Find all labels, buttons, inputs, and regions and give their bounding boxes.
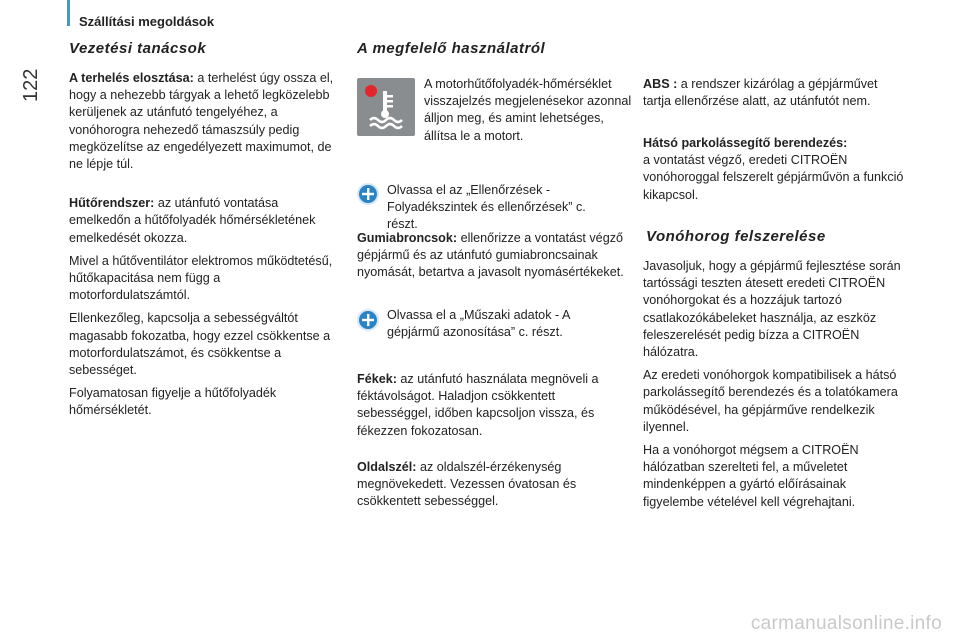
cooling-label: Hűtőrendszer: — [69, 196, 155, 211]
towbar-recommendation-paragraph: Javasoljuk, hogy a gépjármű fejlesztése során tartóssági teszten átesett eredeti CITROËN vonóhorgokat és a hozzájuk tartozó csatlakozókábeleket használja, az eszköz feleszerelését pedig bízza a CITROËN hálózatra. — [643, 259, 901, 360]
towbar-fitting-paragraph: Ha a vonóhorgot mégsem a CITROËN hálózatban szerelteti fel, a műveletet mindenképpen a gyártó előírásainak figyelembe vételével kell végrehajtani. — [643, 443, 859, 509]
reference-checks-text: Olvassa el az „Ellenőrzések - Folyadékszintek és ellenőrzések” c. részt. — [387, 183, 586, 232]
tyres-paragraph — [357, 230, 632, 282]
coolant-warning-text: A motorhűtőfolyadék-hőmérséklet visszajelzés megjelenésekor azonnal álljon meg, és amint lehetséges, állítsa le a motort. — [424, 77, 632, 143]
crosswind-label: Oldalszél: — [357, 460, 417, 474]
cooling-paragraph — [69, 195, 341, 247]
crosswind-text: az oldalszél-érzékenység megnövekedett. Vezessen óvatosan és csökkentett sebességgel. — [357, 460, 577, 509]
parking-assist-label-text: Hátsó parkolássegítő berendezés: — [643, 136, 848, 150]
monitor-paragraph: Folyamatosan figyelje a hűtőfolyadék hőmérsékletét. — [69, 386, 277, 418]
brakes-text: az utánfutó használata megnöveli a féktávolságot. Haladjon csökkentett sebességgel, időben kapcsoljon vissza, és fékezzen fokozatosan. — [357, 372, 599, 438]
section-header: Szállítási megoldások — [79, 14, 215, 29]
info-plus-icon — [357, 183, 379, 205]
load-distribution-label: A terhelés elosztása: — [69, 71, 194, 85]
col2-title: A megfelelő használatról — [357, 40, 546, 57]
abs-paragraph — [643, 76, 905, 110]
cooling-text: az utánfutó vontatása emelkedőn a hűtőfolyadék hőmérsékletének emelkedését okozza. — [69, 196, 316, 245]
reference-technical-text: Olvassa el a „Műszaki adatok - A gépjármű azonosítása” c. részt. — [387, 308, 570, 340]
parking-assist-label — [643, 135, 905, 152]
towbar-compatibility-paragraph: Az eredeti vonóhorgok kompatibilisek a hátsó parkolássegítő berendezés és a tolatókamera működésével, ha gépjárműve rendelkezik ilyennel. — [643, 368, 898, 434]
load-distribution-paragraph — [69, 70, 341, 173]
section-accent-bar — [67, 0, 70, 26]
abs-label: ABS : — [643, 77, 678, 91]
gear-paragraph: Ellenkezőleg, kapcsolja a sebességváltót magasabb fokozatba, hogy ezzel csökkentse a motorfordulatszámot, és csökkentse a sebességet. — [69, 311, 331, 378]
info-plus-icon — [357, 309, 379, 331]
col1-body — [69, 70, 341, 420]
col3-body — [643, 258, 907, 511]
parking-assist-block — [643, 135, 905, 204]
abs-text: a rendszer kizárólag a gépjárművet tartja ellenőrzése alatt, az utánfutót nem. — [643, 77, 878, 109]
tyres-label: Gumiabroncsok: — [357, 231, 458, 245]
brakes-paragraph — [357, 371, 632, 440]
fan-paragraph: Mivel a hűtőventilátor elektromos működtetésű, hűtőkapacitása nem függ a motorfordulatszámtól. — [69, 253, 333, 303]
crosswind-paragraph — [357, 459, 632, 511]
col3-title: Vonóhorog felszerelése — [646, 228, 826, 245]
coolant-temperature-warning-icon — [357, 78, 415, 136]
col1-title: Vezetési tanácsok — [69, 40, 207, 57]
page-number: 122 — [20, 68, 42, 102]
tyres-text: ellenőrizze a vontatást végző gépjármű és az utánfutó gumiabroncsainak nyomását, betartva a javasolt nyomásértékeket. — [357, 231, 624, 280]
load-distribution-text: a terhelést úgy ossza el, hogy a nehezebb tárgyak a lehető legközelebb kerüljenek az utánfutó tengelyéhez, a vonóhorogra nehezedő támaszsúly pedig megközelítse az engedélyezett maximumot, de ne lépje túl. — [69, 71, 334, 172]
watermark: carmanualsonline.info — [750, 613, 942, 634]
brakes-label: Fékek: — [357, 372, 397, 386]
parking-assist-text: a vontatást végző, eredeti CITROËN vonóhoroggal felszerelt gépjárművön a funkció kikapcsol. — [643, 153, 904, 202]
